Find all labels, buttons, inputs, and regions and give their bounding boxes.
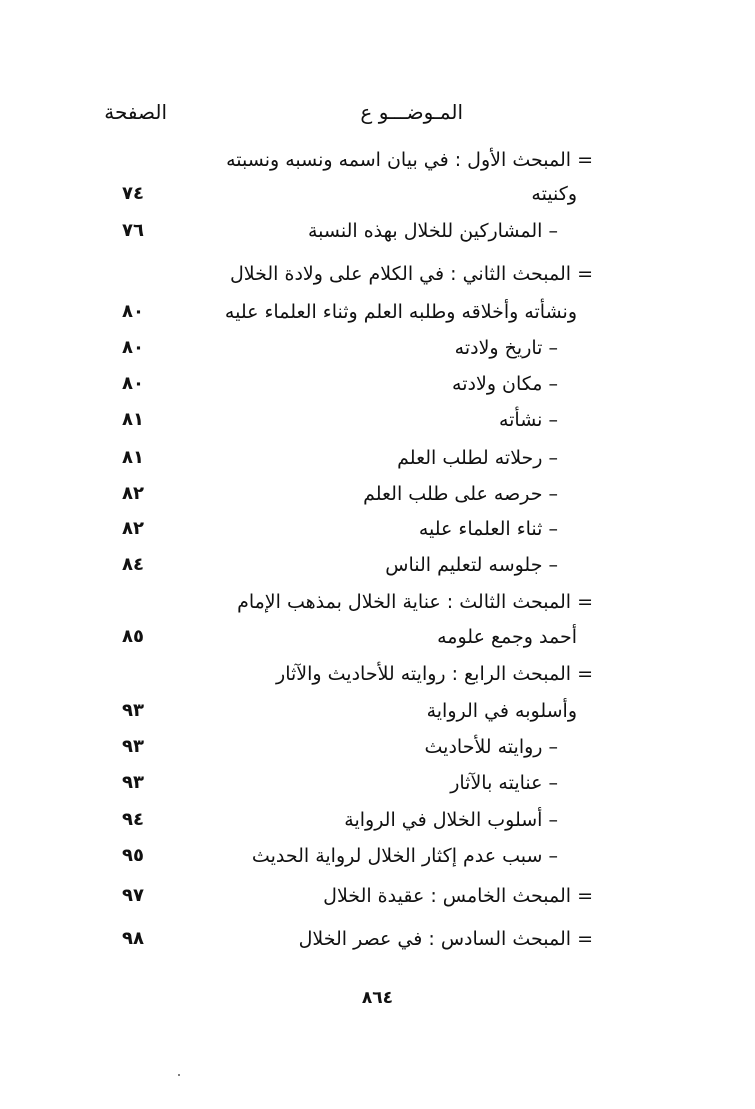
toc-entry-text: – أسلوب الخلال في الرواية: [344, 809, 558, 831]
toc-entry-text: – عنايته بالآثار: [450, 772, 558, 794]
toc-entry-text: ونشأته وأخلاقه وطلبه العلم وثناء العلماء عليه: [224, 301, 577, 323]
toc-entry-text: – سبب عدم إكثار الخلال لرواية الحديث: [251, 845, 558, 867]
toc-entry-text: = المبحث الأول : في بيان اسمه ونسبه ونسبته: [226, 149, 593, 171]
toc-entry-page: ٧٦: [122, 220, 144, 241]
toc-entry-text: – رحلاته لطلب العلم: [397, 447, 558, 469]
toc-entry-page: ٩٧: [122, 885, 144, 906]
toc-entry: [0, 584, 755, 620]
toc-entry-page: ٨٠: [122, 301, 144, 322]
toc-entry: [0, 656, 755, 692]
toc-entry: [0, 256, 755, 292]
toc-entry-page: ٧٤: [122, 183, 144, 204]
toc-entry-page: ٨١: [122, 409, 144, 430]
toc-entry: [0, 330, 755, 366]
toc-entry-text: – المشاركين للخلال بهذه النسبة: [308, 220, 558, 242]
toc-entry-page: ٩٣: [122, 772, 144, 793]
toc-entry: [0, 921, 755, 957]
toc-entry-page: ٨٢: [122, 518, 144, 539]
page-number-footer: ٨٦٤: [361, 988, 394, 1008]
toc-entry-page: ٨٢: [122, 483, 144, 504]
toc-entry-text: – نشأته: [498, 409, 558, 431]
toc-entry: [0, 213, 755, 249]
toc-entry-text: = المبحث الرابع : روايته للأحاديث والآثار: [276, 663, 593, 685]
topic-column-header: المـوضـــو ع: [360, 100, 463, 124]
toc-entry: [0, 547, 755, 583]
toc-entry: [0, 729, 755, 765]
toc-entry-page: ٨٥: [122, 626, 144, 647]
toc-entry-page: ٩٣: [122, 736, 144, 757]
toc-entry-text: = المبحث الثالث : عناية الخلال بمذهب الإمام: [237, 591, 593, 613]
toc-entry-page: ٨٠: [122, 337, 144, 358]
toc-entry: [0, 402, 755, 438]
toc-entry: [0, 440, 755, 476]
toc-entry: [0, 476, 755, 512]
toc-entry-text: – جلوسه لتعليم الناس: [385, 554, 558, 576]
toc-entry: [0, 366, 755, 402]
toc-entry-page: ٨١: [122, 447, 144, 468]
toc-entry: [0, 176, 755, 212]
toc-entry: [0, 294, 755, 330]
scan-speck: [178, 1074, 180, 1076]
toc-entry-text: – روايته للأحاديث: [424, 736, 558, 758]
toc-entry-text: – تاريخ ولادته: [454, 337, 558, 359]
toc-entry-text: وكنيته: [531, 183, 577, 205]
toc-entry: [0, 838, 755, 874]
toc-entry-page: ٨٤: [122, 554, 144, 575]
toc-entry: [0, 693, 755, 729]
page-column-header: الصفحة: [104, 100, 167, 124]
toc-entry-page: ٩٣: [122, 700, 144, 721]
toc-entry: [0, 802, 755, 838]
toc-entry: [0, 619, 755, 655]
toc-entry-text: = المبحث السادس : في عصر الخلال: [298, 928, 593, 950]
toc-entry-text: = المبحث الخامس : عقيدة الخلال: [323, 885, 593, 907]
toc-entry-text: – مكان ولادته: [452, 373, 558, 395]
toc-entry-page: ٩٤: [122, 809, 144, 830]
toc-entry-text: أحمد وجمع علومه: [437, 626, 577, 648]
toc-entry: [0, 878, 755, 914]
toc-entry-page: ٩٥: [122, 845, 144, 866]
toc-entry-page: ٩٨: [122, 928, 144, 949]
toc-entry-page: ٨٠: [122, 373, 144, 394]
toc-entry-text: – ثناء العلماء عليه: [418, 518, 558, 540]
toc-entry: [0, 765, 755, 801]
toc-entry: [0, 511, 755, 547]
toc-entry: [0, 142, 755, 178]
toc-entry-text: = المبحث الثاني : في الكلام على ولادة الخلال: [229, 263, 593, 285]
toc-entry-text: – حرصه على طلب العلم: [363, 483, 558, 505]
toc-entry-text: وأسلوبه في الرواية: [426, 700, 577, 722]
